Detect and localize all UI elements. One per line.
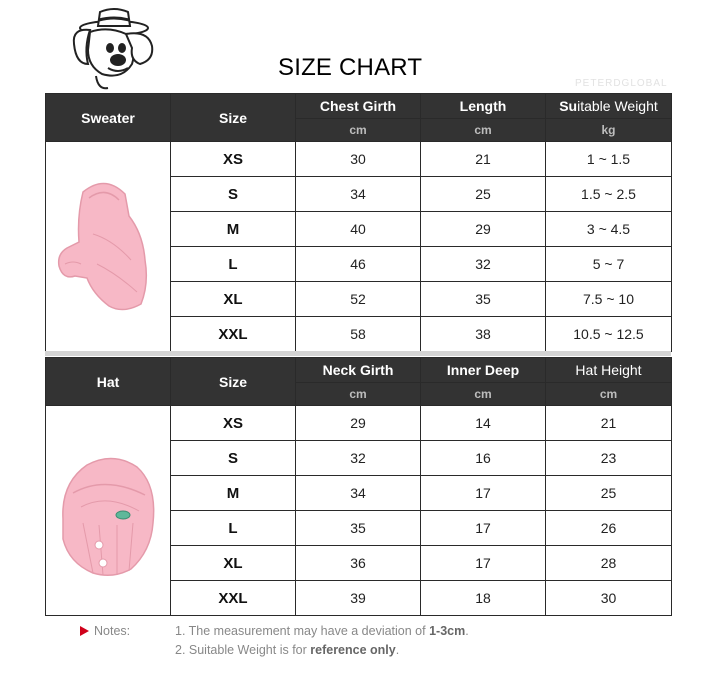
value-cell: 3 ~ 4.5 (546, 212, 672, 247)
length-header: Length (421, 94, 546, 119)
value-cell: 39 (296, 581, 421, 616)
value-cell: 32 (296, 441, 421, 476)
hat-product-header: Hat (46, 358, 171, 406)
sweater-size-table (45, 93, 672, 352)
value-cell: 17 (421, 546, 546, 581)
hat-size-header: Size (171, 358, 296, 406)
page-title: SIZE CHART (278, 54, 423, 81)
value-cell: 10.5 ~ 12.5 (546, 317, 672, 352)
table-row (46, 406, 672, 441)
section-divider (45, 351, 671, 356)
value-cell: 21 (421, 142, 546, 177)
value-cell: 29 (421, 212, 546, 247)
size-cell: S (171, 441, 296, 476)
value-cell: 16 (421, 441, 546, 476)
suitable-weight-unit: kg (546, 119, 672, 142)
value-cell: 32 (421, 247, 546, 282)
hat-height-header: Hat Height (546, 358, 672, 383)
value-cell: 21 (546, 406, 672, 441)
value-cell: 40 (296, 212, 421, 247)
value-cell: 46 (296, 247, 421, 282)
value-cell: 35 (296, 511, 421, 546)
note-2: 2. Suitable Weight is for reference only. (175, 643, 400, 657)
value-cell: 26 (546, 511, 672, 546)
sweater-product-header: Sweater (46, 94, 171, 142)
value-cell: 23 (546, 441, 672, 476)
triangle-arrow-icon (80, 626, 89, 636)
value-cell: 25 (546, 476, 672, 511)
value-cell: 17 (421, 511, 546, 546)
inner-deep-unit: cm (421, 383, 546, 406)
value-cell: 1.5 ~ 2.5 (546, 177, 672, 212)
value-cell: 36 (296, 546, 421, 581)
chest-girth-header: Chest Girth (296, 94, 421, 119)
pink-hat-image (53, 423, 163, 593)
length-unit: cm (421, 119, 546, 142)
value-cell: 29 (296, 406, 421, 441)
chest-girth-unit: cm (296, 119, 421, 142)
value-cell: 1 ~ 1.5 (546, 142, 672, 177)
value-cell: 30 (296, 142, 421, 177)
sweater-size-header: Size (171, 94, 296, 142)
value-cell: 25 (421, 177, 546, 212)
value-cell: 30 (546, 581, 672, 616)
size-cell: M (171, 212, 296, 247)
pink-sweater-image (53, 164, 163, 324)
value-cell: 34 (296, 177, 421, 212)
size-cell: XS (171, 406, 296, 441)
hat-size-table (45, 357, 672, 616)
table-row (46, 142, 672, 177)
pink-sweater-photo (46, 142, 171, 352)
note-1: 1. The measurement may have a deviation of 1-3cm. (175, 624, 469, 638)
size-cell: XS (171, 142, 296, 177)
value-cell: 34 (296, 476, 421, 511)
value-cell: 52 (296, 282, 421, 317)
value-cell: 38 (421, 317, 546, 352)
value-cell: 5 ~ 7 (546, 247, 672, 282)
size-cell: M (171, 476, 296, 511)
value-cell: 58 (296, 317, 421, 352)
dog-mascot-logo (68, 4, 168, 92)
value-cell: 18 (421, 581, 546, 616)
size-cell: XXL (171, 317, 296, 352)
size-cell: XL (171, 546, 296, 581)
notes-label: Notes: (94, 624, 131, 638)
value-cell: 28 (546, 546, 672, 581)
value-cell: 7.5 ~ 10 (546, 282, 672, 317)
value-cell: 17 (421, 476, 546, 511)
pink-hat-photo (46, 406, 171, 616)
neck-girth-unit: cm (296, 383, 421, 406)
size-cell: XXL (171, 581, 296, 616)
size-cell: S (171, 177, 296, 212)
value-cell: 35 (421, 282, 546, 317)
suitable-weight-header: Suitable Weight (546, 94, 672, 119)
size-cell: XL (171, 282, 296, 317)
size-cell: L (171, 247, 296, 282)
hat-height-unit: cm (546, 383, 672, 406)
inner-deep-header: Inner Deep (421, 358, 546, 383)
value-cell: 14 (421, 406, 546, 441)
neck-girth-header: Neck Girth (296, 358, 421, 383)
size-cell: L (171, 511, 296, 546)
watermark: PETERDGLOBAL (575, 78, 668, 89)
